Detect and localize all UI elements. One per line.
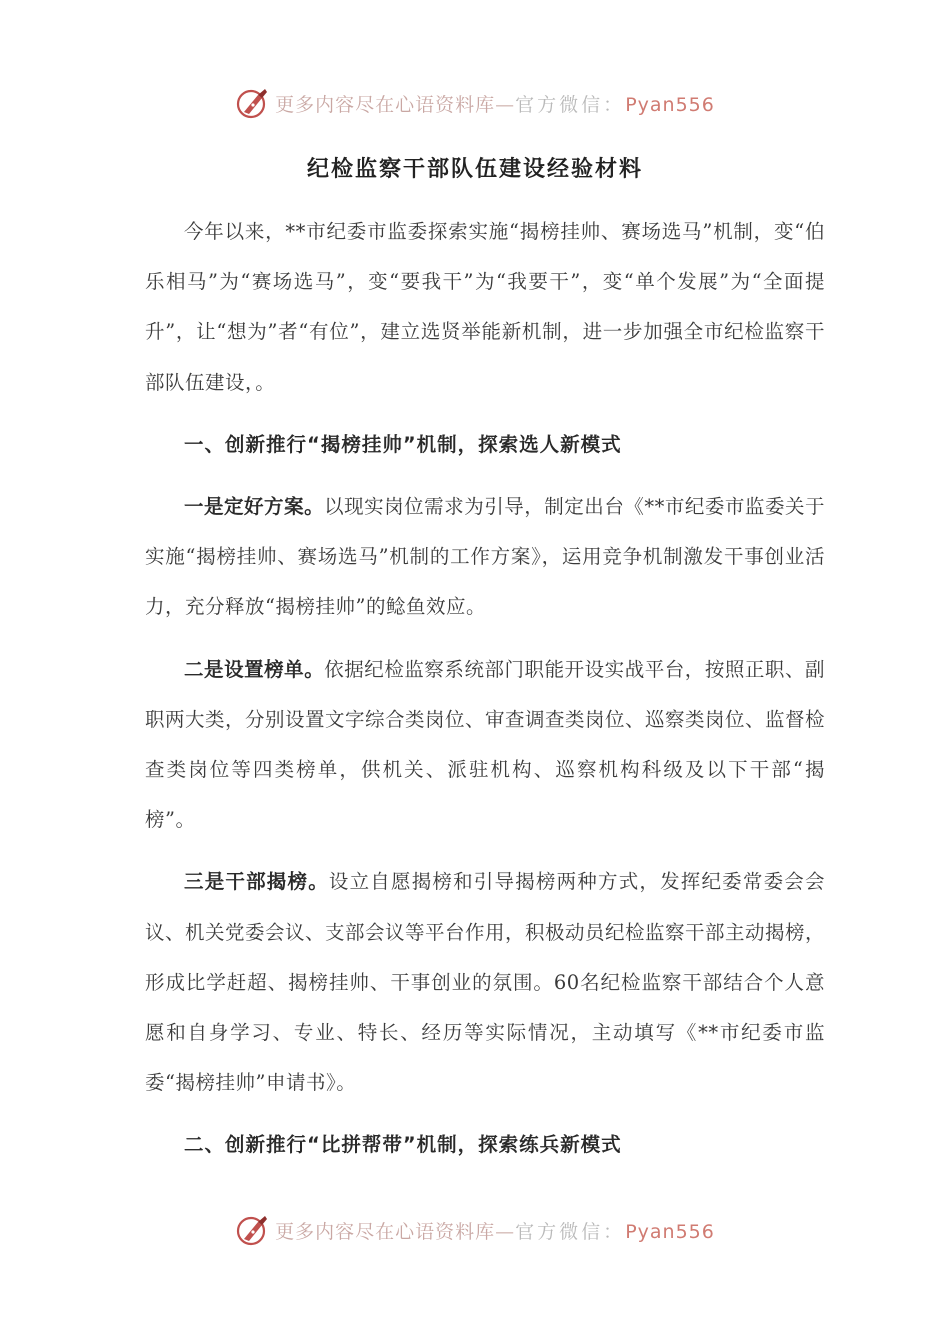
document-title: 纪检监察干部队伍建设经验材料 [306, 157, 643, 182]
item-body-2: 依据纪检监察系统部门职能开设实战平台，按照正职、副职两大类，分别设置文字综合类岗位、审查调查类岗位、巡察类岗位、监督检查类岗位等四类榜单，供机关、派驻机构、巡察机构科级及以下干部“揭榜”。 [145, 657, 826, 832]
section-heading-1: 一、创新推行“揭榜挂帅”机制，探索选人新模式 [184, 432, 622, 456]
watermark-text: 更多内容尽在心语资料库—官方微信：Pyan556 [275, 1220, 715, 1243]
pen-nib-logo-icon [235, 1212, 271, 1248]
item-paragraph-2 [145, 645, 825, 846]
pen-nib-logo-icon [235, 85, 271, 121]
item-lead-1: 一是定好方案。 [184, 495, 325, 519]
item-lead-3: 三是干部揭榜。 [184, 870, 329, 894]
item-paragraph-1 [145, 482, 825, 633]
document-body [145, 207, 825, 1183]
section-heading-2: 二、创新推行“比拼帮带”机制，探索练兵新模式 [184, 1133, 622, 1157]
watermark-text: 更多内容尽在心语资料库—官方微信：Pyan556 [275, 93, 715, 116]
item-body-1: 以现实岗位需求为引导，制定出台《**市纪委市监委关于实施“揭榜挂帅、赛场选马”机制的工作方案》，运用竞争机制激发干事创业活力，充分释放“揭榜挂帅”的鲶鱼效应。 [145, 495, 825, 619]
item-paragraph-3 [145, 857, 825, 1108]
watermark-footer [0, 1210, 950, 1250]
item-lead-2: 二是设置榜单。 [184, 657, 325, 681]
item-body-3: 设立自愿揭榜和引导揭榜两种方式，发挥纪委常委会会议、机关党委会议、支部会议等平台作用，积极动员纪检监察干部主动揭榜，形成比学赶超、揭榜挂帅、干事创业的氛围。60名纪检监察干部结合个人意愿和自身学习、专业、特长、经历等实际情况，主动填写《**市纪委市监委“揭榜挂帅”申请书》。 [145, 870, 826, 1095]
intro-paragraph: 今年以来，**市纪委市监委探索实施“揭榜挂帅、赛场选马”机制，变“伯乐相马”为“赛场选马”，变“要我干”为“我要干”，变“单个发展”为“全面提升”，让“想为”者“有位”，建立选贤举能新机制，进一步加强全市纪检监察干部队伍建设，。 [145, 220, 825, 394]
watermark-header [0, 83, 950, 123]
